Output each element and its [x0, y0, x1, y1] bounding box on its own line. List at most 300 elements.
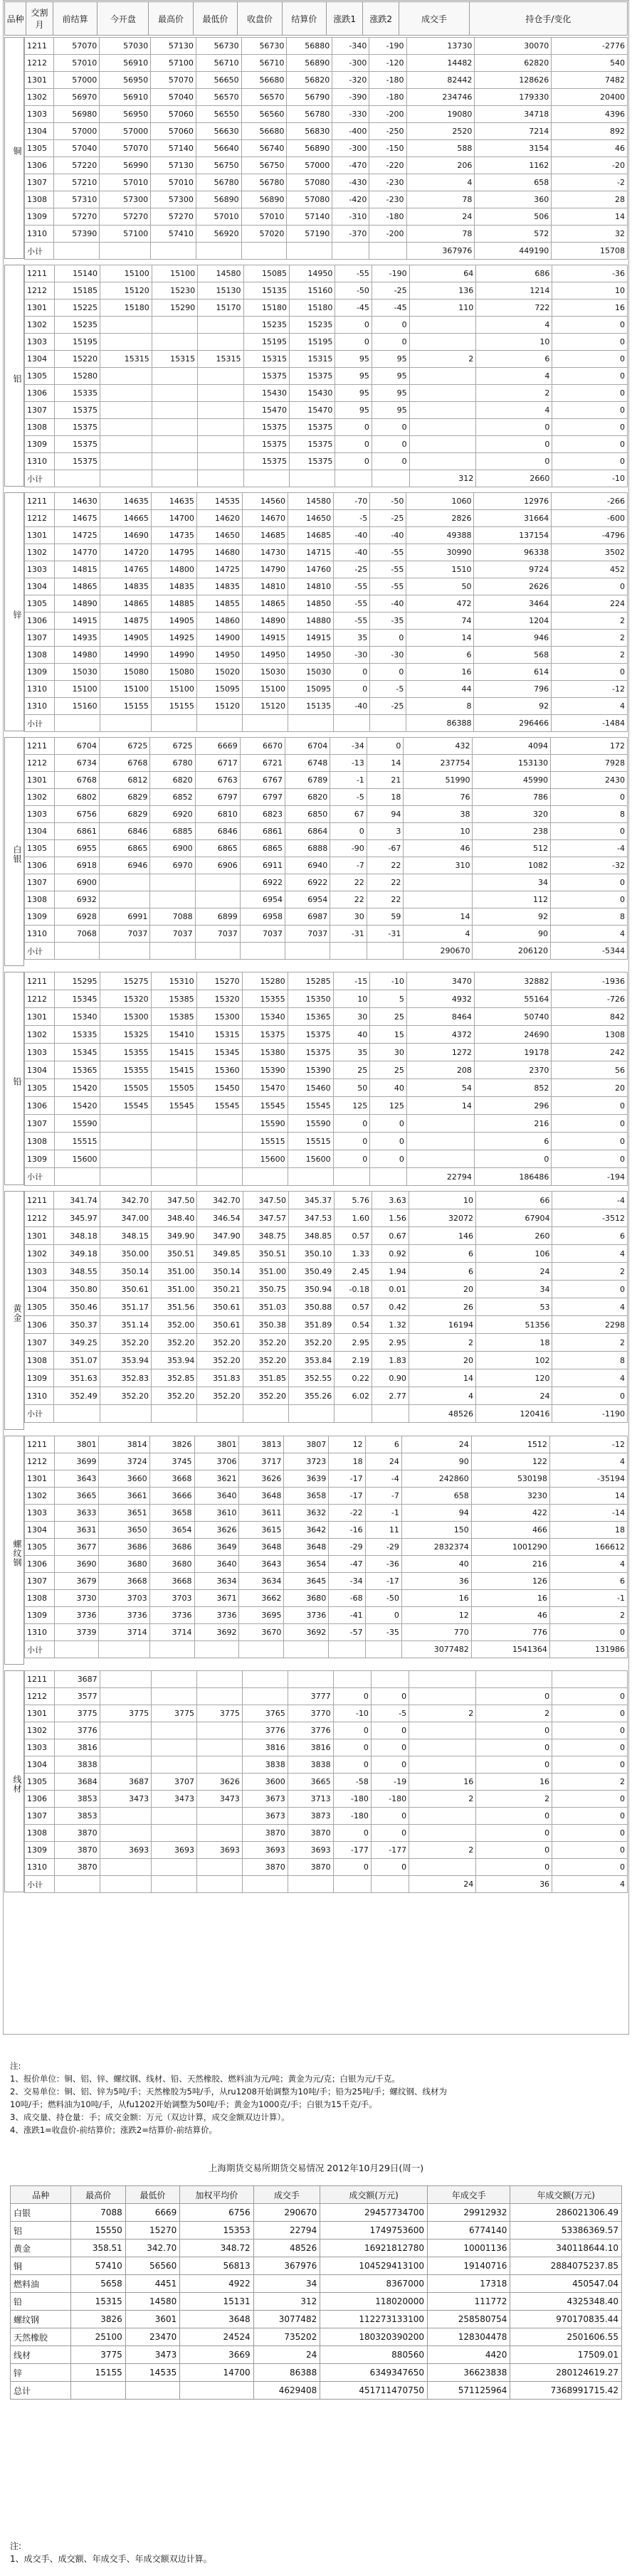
table-cell: 786	[473, 789, 551, 806]
table-cell: 3853	[54, 1808, 100, 1825]
table-cell: 3736	[194, 1607, 239, 1624]
table-cell: 40	[370, 1079, 407, 1097]
table-cell: 20	[409, 1352, 475, 1369]
table-cell: 15100	[152, 265, 197, 282]
table-row	[25, 208, 628, 226]
table-cell: 352.20	[100, 1334, 151, 1352]
table-cell: 0	[371, 1722, 409, 1739]
table-row	[25, 1624, 628, 1641]
table-cell	[100, 1756, 151, 1774]
subtotal-row	[25, 1168, 628, 1186]
table-cell: 1302	[25, 1026, 55, 1044]
table-cell: 55164	[474, 990, 551, 1008]
table-cell: 3473	[100, 1791, 151, 1808]
table-cell: 3838	[288, 1756, 333, 1774]
table-row	[25, 1453, 628, 1470]
table-cell: 15430	[289, 385, 335, 402]
table-cell: -10	[333, 1705, 371, 1722]
table-cell: 59	[367, 908, 404, 926]
table-cell: 14580	[198, 265, 243, 282]
table-cell: -40	[370, 527, 406, 544]
table-cell: -180	[369, 72, 406, 89]
table-cell: 14725	[54, 527, 100, 544]
table-cell: 3658	[149, 1505, 194, 1522]
table-cell: 3870	[288, 1825, 333, 1842]
table-cell: 57010	[54, 55, 100, 72]
table-cell: 4	[551, 926, 628, 943]
table-cell: 3739	[54, 1624, 99, 1641]
table-cell: 6820	[285, 789, 330, 806]
table-cell: 0	[365, 1607, 401, 1624]
table-cell: 6.02	[335, 1387, 372, 1405]
table-row	[25, 174, 628, 191]
table-cell	[196, 715, 242, 732]
table-cell: 0	[552, 1825, 628, 1842]
table-cell	[284, 1641, 329, 1658]
table-cell: 1309	[25, 1150, 55, 1168]
summary-cell: 15155	[71, 2364, 125, 2382]
summary-header-cell: 成交手	[253, 2186, 320, 2204]
table-cell: 57410	[151, 226, 196, 243]
table-cell: 6955	[54, 840, 99, 857]
summary-table	[10, 2185, 622, 2400]
table-cell: 2	[409, 351, 476, 368]
table-cell: 28	[552, 191, 628, 208]
table-cell: 6812	[99, 772, 150, 789]
table-cell: 892	[552, 123, 628, 140]
table-cell: 1305	[25, 1539, 55, 1556]
summary-cell: 4451	[125, 2275, 179, 2293]
table-cell: 15375	[288, 1026, 333, 1044]
table-cell: 2826	[406, 510, 474, 527]
table-cell: 57310	[54, 191, 100, 208]
table-cell: 351.07	[54, 1352, 100, 1369]
table-cell: 1307	[25, 1573, 55, 1590]
table-row	[25, 453, 628, 470]
table-cell: -1	[365, 1505, 401, 1522]
section-category-label: 铅	[4, 972, 24, 1185]
table-cell: 66	[475, 1192, 552, 1209]
table-cell: 3776	[288, 1722, 333, 1739]
table-cell: 0	[552, 334, 628, 351]
table-cell: 14	[409, 1369, 475, 1387]
section-3	[4, 737, 628, 966]
table-cell: 12976	[474, 493, 552, 510]
table-cell: 348.75	[243, 1227, 288, 1245]
header-cell-prev-settle: 前结算	[53, 2, 97, 36]
table-cell: 34718	[475, 106, 552, 123]
table-cell: 15100	[54, 681, 100, 698]
table-cell: 342.70	[197, 1192, 243, 1209]
table-cell: 15515	[288, 1133, 333, 1150]
table-cell: 150	[401, 1522, 471, 1539]
table-cell: 6725	[150, 738, 195, 755]
table-cell: 15290	[152, 300, 197, 317]
table-cell: 346.54	[197, 1209, 243, 1227]
table-cell: 15195	[243, 334, 289, 351]
table-cell: 14860	[196, 613, 242, 630]
table-cell	[196, 1808, 242, 1825]
table-cell: 14855	[196, 595, 242, 613]
table-cell: 352.20	[152, 1334, 197, 1352]
table-row	[25, 265, 628, 282]
table-cell: 0	[372, 436, 409, 453]
table-cell: 0	[552, 385, 628, 402]
table-cell: 15320	[196, 990, 242, 1008]
table-cell: 146	[409, 1227, 475, 1245]
table-cell: 15120	[100, 282, 152, 300]
table-cell: 1301	[25, 1470, 55, 1488]
table-cell	[196, 1876, 242, 1893]
table-cell: 15505	[151, 1079, 196, 1097]
table-cell: 57010	[196, 208, 241, 226]
table-cell: 1512	[471, 1436, 549, 1453]
summary-cell: 锌	[11, 2364, 71, 2382]
table-cell: 0	[552, 419, 628, 436]
table-cell: 6	[406, 647, 474, 664]
table-cell: 0.57	[335, 1298, 372, 1316]
table-cell	[100, 1168, 151, 1186]
table-cell: 56990	[100, 157, 151, 174]
table-cell: 15160	[289, 282, 335, 300]
table-cell	[371, 1671, 409, 1688]
table-cell: 15195	[289, 334, 335, 351]
table-cell	[370, 1168, 407, 1186]
table-cell: -4	[551, 840, 628, 857]
table-cell: 3807	[284, 1436, 329, 1453]
summary-header-cell: 年成交手	[427, 2186, 510, 2204]
table-cell: -250	[369, 123, 406, 140]
table-cell: 350.88	[288, 1298, 334, 1316]
table-cell: 3693	[242, 1842, 288, 1859]
table-cell: 15030	[288, 664, 334, 681]
table-cell: 15375	[243, 436, 289, 453]
table-cell: 14800	[151, 561, 196, 578]
table-cell: 15470	[289, 402, 335, 419]
table-cell: 112	[473, 891, 551, 908]
table-cell: 57270	[151, 208, 196, 226]
table-cell: 3077482	[401, 1641, 471, 1658]
table-row	[25, 300, 628, 317]
table-row	[25, 647, 628, 664]
table-cell: 1308	[25, 1825, 55, 1842]
table-cell: 14725	[196, 561, 242, 578]
table-cell: -300	[332, 140, 369, 157]
table-cell: 57100	[100, 226, 151, 243]
table-cell: 15195	[54, 334, 100, 351]
summary-cell: 14580	[125, 2293, 179, 2311]
table-cell: 351.00	[152, 1263, 197, 1281]
table-cell: -25	[370, 698, 406, 715]
section-category-label: 线材	[4, 1670, 24, 1892]
table-cell: 0	[372, 453, 409, 470]
table-cell: 1305	[25, 1079, 55, 1097]
table-cell: 6888	[285, 840, 330, 857]
table-cell: 6911	[240, 857, 285, 874]
table-cell: 1309	[25, 1842, 55, 1859]
table-cell: 46	[404, 840, 473, 857]
summary-header-cell: 加权平均价	[180, 2186, 253, 2204]
table-cell: 14	[549, 1488, 627, 1505]
table-cell: 0	[333, 1739, 371, 1756]
table-cell: -230	[369, 174, 406, 191]
table-cell	[151, 715, 196, 732]
table-row	[25, 1150, 628, 1168]
table-cell: 0	[335, 436, 372, 453]
table-cell: 16194	[409, 1316, 475, 1334]
table-cell: 0	[552, 1133, 628, 1150]
table-cell: 3668	[149, 1470, 194, 1488]
table-cell	[100, 715, 151, 732]
table-cell: 57080	[287, 191, 332, 208]
table-cell: 1302	[25, 1245, 54, 1263]
table-cell: 347.90	[197, 1227, 243, 1245]
table-row	[25, 1859, 628, 1876]
table-row	[25, 1133, 628, 1150]
table-cell: 0	[552, 368, 628, 385]
table-cell: -5	[370, 681, 406, 698]
table-cell	[367, 943, 404, 960]
table-cell	[288, 1405, 334, 1423]
table-cell	[198, 419, 243, 436]
table-cell: -30	[334, 647, 370, 664]
table-cell: 3736	[149, 1607, 194, 1624]
summary-cell: 48526	[253, 2240, 320, 2257]
table-cell: -17	[329, 1488, 365, 1505]
table-cell	[100, 1808, 151, 1825]
table-cell: 14680	[196, 544, 242, 561]
table-cell: 16	[406, 664, 474, 681]
section-category-label: 铝	[4, 265, 24, 487]
table-cell: 3654	[149, 1522, 194, 1539]
table-cell: 3633	[54, 1505, 99, 1522]
table-cell: 15355	[242, 990, 288, 1008]
table-cell: 8464	[406, 1008, 474, 1026]
table-cell: 186486	[474, 1168, 551, 1186]
summary-cell: 571125964	[427, 2382, 510, 2400]
table-cell: 56890	[287, 140, 332, 157]
table-cell: 15375	[289, 453, 335, 470]
table-cell	[288, 1671, 333, 1688]
table-cell	[406, 1133, 474, 1150]
table-cell: 6850	[285, 806, 330, 823]
table-row	[25, 72, 628, 89]
table-cell: -266	[552, 493, 628, 510]
table-cell: 0	[476, 436, 552, 453]
table-cell: 14935	[54, 630, 100, 647]
table-cell: -10	[370, 972, 407, 990]
table-cell: 3626	[239, 1470, 284, 1488]
table-cell: 14	[367, 755, 404, 772]
table-row	[25, 1334, 628, 1352]
table-cell: 367976	[406, 243, 475, 260]
table-row	[25, 1739, 628, 1756]
table-cell: 1307	[25, 402, 55, 419]
table-cell: 15140	[54, 265, 100, 282]
table-row	[25, 351, 628, 368]
table-cell: 14635	[100, 493, 151, 510]
table-cell: 6846	[99, 823, 150, 840]
table-cell: 15335	[54, 385, 100, 402]
table-cell: 1212	[25, 1209, 54, 1227]
summary-cell: 铜	[11, 2257, 71, 2275]
table-cell: 24	[365, 1453, 401, 1470]
table-cell: 15390	[288, 1061, 333, 1079]
table-cell: 3713	[288, 1791, 333, 1808]
table-cell: 6717	[195, 755, 240, 772]
table-cell: 7928	[551, 755, 628, 772]
table-cell: -12	[552, 681, 628, 698]
table-cell	[196, 1859, 242, 1876]
table-cell: 1304	[25, 823, 55, 840]
table-cell: 3703	[99, 1590, 149, 1607]
summary-header-cell: 年成交额(万元)	[510, 2186, 622, 2204]
table-cell: 208	[406, 1061, 474, 1079]
table-cell: 95	[335, 402, 372, 419]
table-cell: 3645	[284, 1573, 329, 1590]
table-cell: -67	[367, 840, 404, 857]
table-cell	[288, 1876, 333, 1893]
table-cell: 1310	[25, 1387, 54, 1405]
table-cell: 0	[476, 1808, 552, 1825]
table-cell: 7068	[54, 926, 99, 943]
table-cell: 0	[552, 1722, 628, 1739]
table-cell: 6920	[150, 806, 195, 823]
table-cell: 6932	[54, 891, 99, 908]
summary-cell: 2501606.55	[510, 2328, 622, 2346]
table-cell: 946	[474, 630, 552, 647]
table-cell: 3745	[149, 1453, 194, 1470]
table-cell: 3706	[194, 1453, 239, 1470]
table-cell: 15315	[196, 1026, 242, 1044]
table-cell: 15365	[54, 1061, 100, 1079]
table-cell: 14665	[100, 510, 151, 527]
table-cell: 51990	[404, 772, 473, 789]
table-row	[25, 1316, 628, 1334]
table-cell: 352.00	[152, 1316, 197, 1334]
summary-header-cell: 最低价	[125, 2186, 179, 2204]
table-cell: 6	[476, 351, 552, 368]
table-cell: 小计	[25, 1168, 55, 1186]
table-cell: -55	[334, 595, 370, 613]
table-row	[25, 789, 628, 806]
header-cell-change1: 涨跌1	[327, 2, 363, 36]
section-6	[4, 1436, 628, 1665]
table-cell	[242, 1168, 288, 1186]
table-cell: 1.60	[335, 1209, 372, 1227]
table-row	[25, 419, 628, 436]
table-cell: 6954	[285, 891, 330, 908]
table-cell	[100, 1115, 151, 1133]
table-cell: 3665	[288, 1774, 333, 1791]
table-cell: 18	[549, 1522, 627, 1539]
table-cell: 1308	[25, 1133, 55, 1150]
table-cell	[288, 1168, 333, 1186]
table-cell: 0	[476, 1756, 552, 1774]
table-cell: 1541364	[471, 1641, 549, 1658]
table-cell: 422	[471, 1505, 549, 1522]
table-cell: 15230	[152, 282, 197, 300]
table-cell: 8	[552, 1352, 628, 1369]
table-cell: 19178	[474, 1044, 551, 1061]
table-cell: 3.63	[372, 1192, 409, 1209]
table-cell: 5.76	[335, 1192, 372, 1209]
table-cell: 6864	[285, 823, 330, 840]
table-cell: 56780	[241, 174, 287, 191]
table-cell: 74	[406, 613, 474, 630]
table-cell: 3679	[54, 1573, 99, 1590]
table-cell: 6900	[150, 840, 195, 857]
table-cell: 0	[371, 1688, 409, 1705]
table-cell: 3736	[99, 1607, 149, 1624]
header-cell-volume: 成交手	[399, 2, 470, 36]
table-cell: 小计	[25, 1876, 55, 1893]
table-cell: -58	[333, 1774, 371, 1791]
table-cell: 0	[552, 1387, 628, 1405]
table-cell: 14905	[100, 630, 151, 647]
table-row	[25, 874, 628, 891]
table-cell: 2	[552, 613, 628, 630]
table-row	[25, 106, 628, 123]
table-cell: 312	[409, 470, 476, 487]
table-cell: 352.20	[197, 1352, 243, 1369]
table-cell: 0	[552, 1097, 628, 1115]
table-cell	[335, 1405, 372, 1423]
table-cell: 10	[476, 334, 552, 351]
table-cell: 57010	[151, 174, 196, 191]
table-cell: 95	[372, 385, 409, 402]
summary-cell: 970170835.44	[510, 2311, 622, 2328]
table-cell: -50	[370, 493, 406, 510]
section-7	[4, 1670, 628, 1892]
table-cell: 4	[549, 1453, 627, 1470]
table-cell: 1.94	[372, 1263, 409, 1281]
table-cell: 0	[333, 1859, 371, 1876]
header-cell-high: 最高价	[149, 2, 193, 36]
table-cell: 2	[476, 385, 552, 402]
summary-cell: 128304478	[427, 2328, 510, 2346]
table-cell: 1304	[25, 578, 55, 595]
table-cell: 120	[475, 1369, 552, 1387]
table-cell: 10	[552, 282, 628, 300]
table-cell: 15320	[100, 990, 151, 1008]
table-cell: 1212	[25, 1453, 55, 1470]
table-cell: 588	[406, 140, 475, 157]
table-cell: 4	[404, 926, 473, 943]
table-cell: 1305	[25, 1774, 55, 1791]
table-cell: 348.40	[152, 1209, 197, 1227]
table-cell: 6797	[240, 789, 285, 806]
table-cell	[152, 419, 197, 436]
table-cell: 15135	[288, 698, 334, 715]
table-cell: 0.42	[372, 1298, 409, 1316]
summary-cell: 367976	[253, 2257, 320, 2275]
table-cell: 0	[335, 334, 372, 351]
table-cell: 350.94	[288, 1281, 334, 1298]
table-cell: 53	[475, 1298, 552, 1316]
table-row	[25, 334, 628, 351]
table-cell: 38	[404, 806, 473, 823]
table-cell: 14535	[196, 493, 242, 510]
summary-cell: 57410	[71, 2257, 125, 2275]
table-cell: 3814	[99, 1436, 149, 1453]
summary-cell: 258580754	[427, 2311, 510, 2328]
summary-cell: 24	[253, 2346, 320, 2364]
table-cell: 0	[552, 402, 628, 419]
table-cell: 216	[471, 1556, 549, 1573]
table-cell	[54, 1405, 100, 1423]
table-cell: 15325	[100, 1026, 151, 1044]
